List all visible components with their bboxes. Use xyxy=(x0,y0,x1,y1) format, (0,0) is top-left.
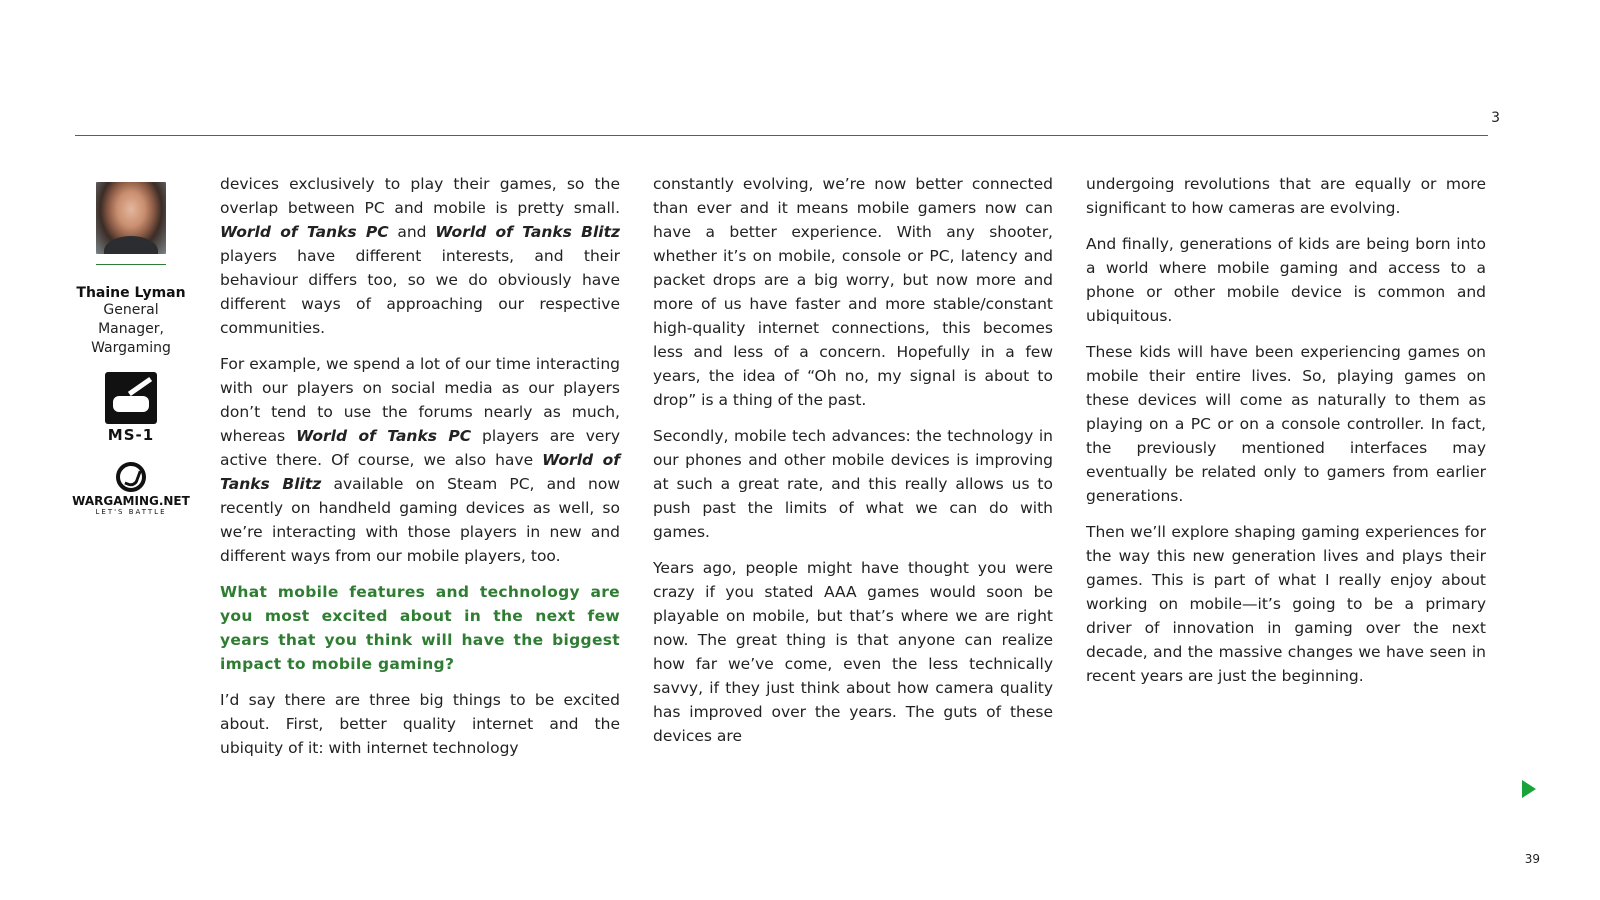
wargaming-logo-name: WARGAMING.NET xyxy=(72,494,190,508)
wargaming-mark-icon xyxy=(116,462,146,492)
page-number: 39 xyxy=(1524,852,1540,866)
next-page-icon[interactable] xyxy=(1522,780,1536,798)
paragraph: undergoing revolutions that are equally or more significant to how cameras are evolving. xyxy=(1086,175,1486,217)
wargaming-logo-tagline: LET'S BATTLE xyxy=(95,508,167,516)
author-role-line-3: Wargaming xyxy=(91,340,171,356)
paragraph: Years ago, people might have thought you were crazy if you stated AAA games would soon be playable on mobile, but that’s where we are right now. The great thing is that anyone can realize how far we’ve come, even the less technically savvy, if they just think about how camera quality has improved over the years. The guts of these devices are xyxy=(653,559,1053,745)
header-divider xyxy=(75,135,1488,136)
author-name: Thaine Lyman xyxy=(76,285,186,301)
author-photo xyxy=(96,182,166,254)
paragraph: I’d say there are three big things to be excited about. First, better quality internet and the ubiquity of it: with internet technology xyxy=(220,691,620,757)
ms1-logo xyxy=(103,372,159,444)
author-role-line-1: General xyxy=(103,302,159,318)
game-title: World of Tanks Blitz xyxy=(435,223,621,241)
paragraph: Secondly, mobile tech advances: the technology in our phones and other mobile devices is improving at such a great rate, and this really allows us to push past the limits of what we can do with games. xyxy=(653,427,1053,541)
author-profile xyxy=(72,182,190,516)
ms1-logo-text: MS-1 xyxy=(107,426,155,444)
wargaming-logo xyxy=(72,462,190,516)
game-title: World of Tanks PC xyxy=(296,427,472,445)
text-column-1 xyxy=(220,172,620,772)
game-title: World of Tanks PC xyxy=(220,223,389,241)
paragraph: constantly evolving, we’re now better connected than ever and it means mobile gamers now can have a better experience. With any shooter, whether it’s on mobile, console or PC, latency and packet drops are a big worry, but now more and more of us have faster and more stable/constant high-quality internet connections, this becomes less and less of a concern. Hopefully in a few years, the idea of “Oh no, my signal is about to drop” is a thing of the past. xyxy=(653,175,1053,409)
photo-divider xyxy=(96,264,166,265)
paragraph: For example, we spend a lot of our time interacting with our players on social media as our players don’t tend to use the forums nearly as much, whereas World of Tanks PC players are very active there. Of course, we also have World of Tanks Blitz available on Steam PC, and now recently on handheld gaming devices as well, so we’re interacting with those players in new and different ways from our mobile players, too. xyxy=(220,355,621,565)
paragraph: devices exclusively to play their games, so the overlap between PC and mobile is pretty small. World of Tanks PC and World of Tanks Blitz players have different interests, and their behaviour differs too, so we do obviously have different ways of approaching our respective communities. xyxy=(220,175,621,337)
interview-question: What mobile features and technology are you most excited about in the next few years that you think will have the biggest impact to mobile gaming? xyxy=(220,583,620,673)
paragraph: These kids will have been experiencing games on mobile their entire lives. So, playing games on these devices will come as naturally to them as playing on a PC or on a console controller. In fact, the previously mentioned interfaces may eventually be related only to gamers from earlier generations. xyxy=(1086,343,1486,505)
paragraph: Then we’ll explore shaping gaming experiences for the way this new generation lives and plays their games. This is part of what I really enjoy about working on mobile—it’s going to be a primary driver of innovation in gaming over the next decade, and the massive changes we have seen in recent years are just the beginning. xyxy=(1086,523,1486,685)
author-role-line-2: Manager, xyxy=(98,321,164,337)
text-column-2 xyxy=(653,172,1053,760)
section-number: 3 xyxy=(1491,110,1500,126)
text-column-3 xyxy=(1086,172,1486,700)
paragraph: And finally, generations of kids are being born into a world where mobile gaming and access to a phone or other mobile device is common and ubiquitous. xyxy=(1086,235,1486,325)
tank-icon xyxy=(105,372,157,424)
game-title: World of Tanks Blitz xyxy=(220,451,620,493)
